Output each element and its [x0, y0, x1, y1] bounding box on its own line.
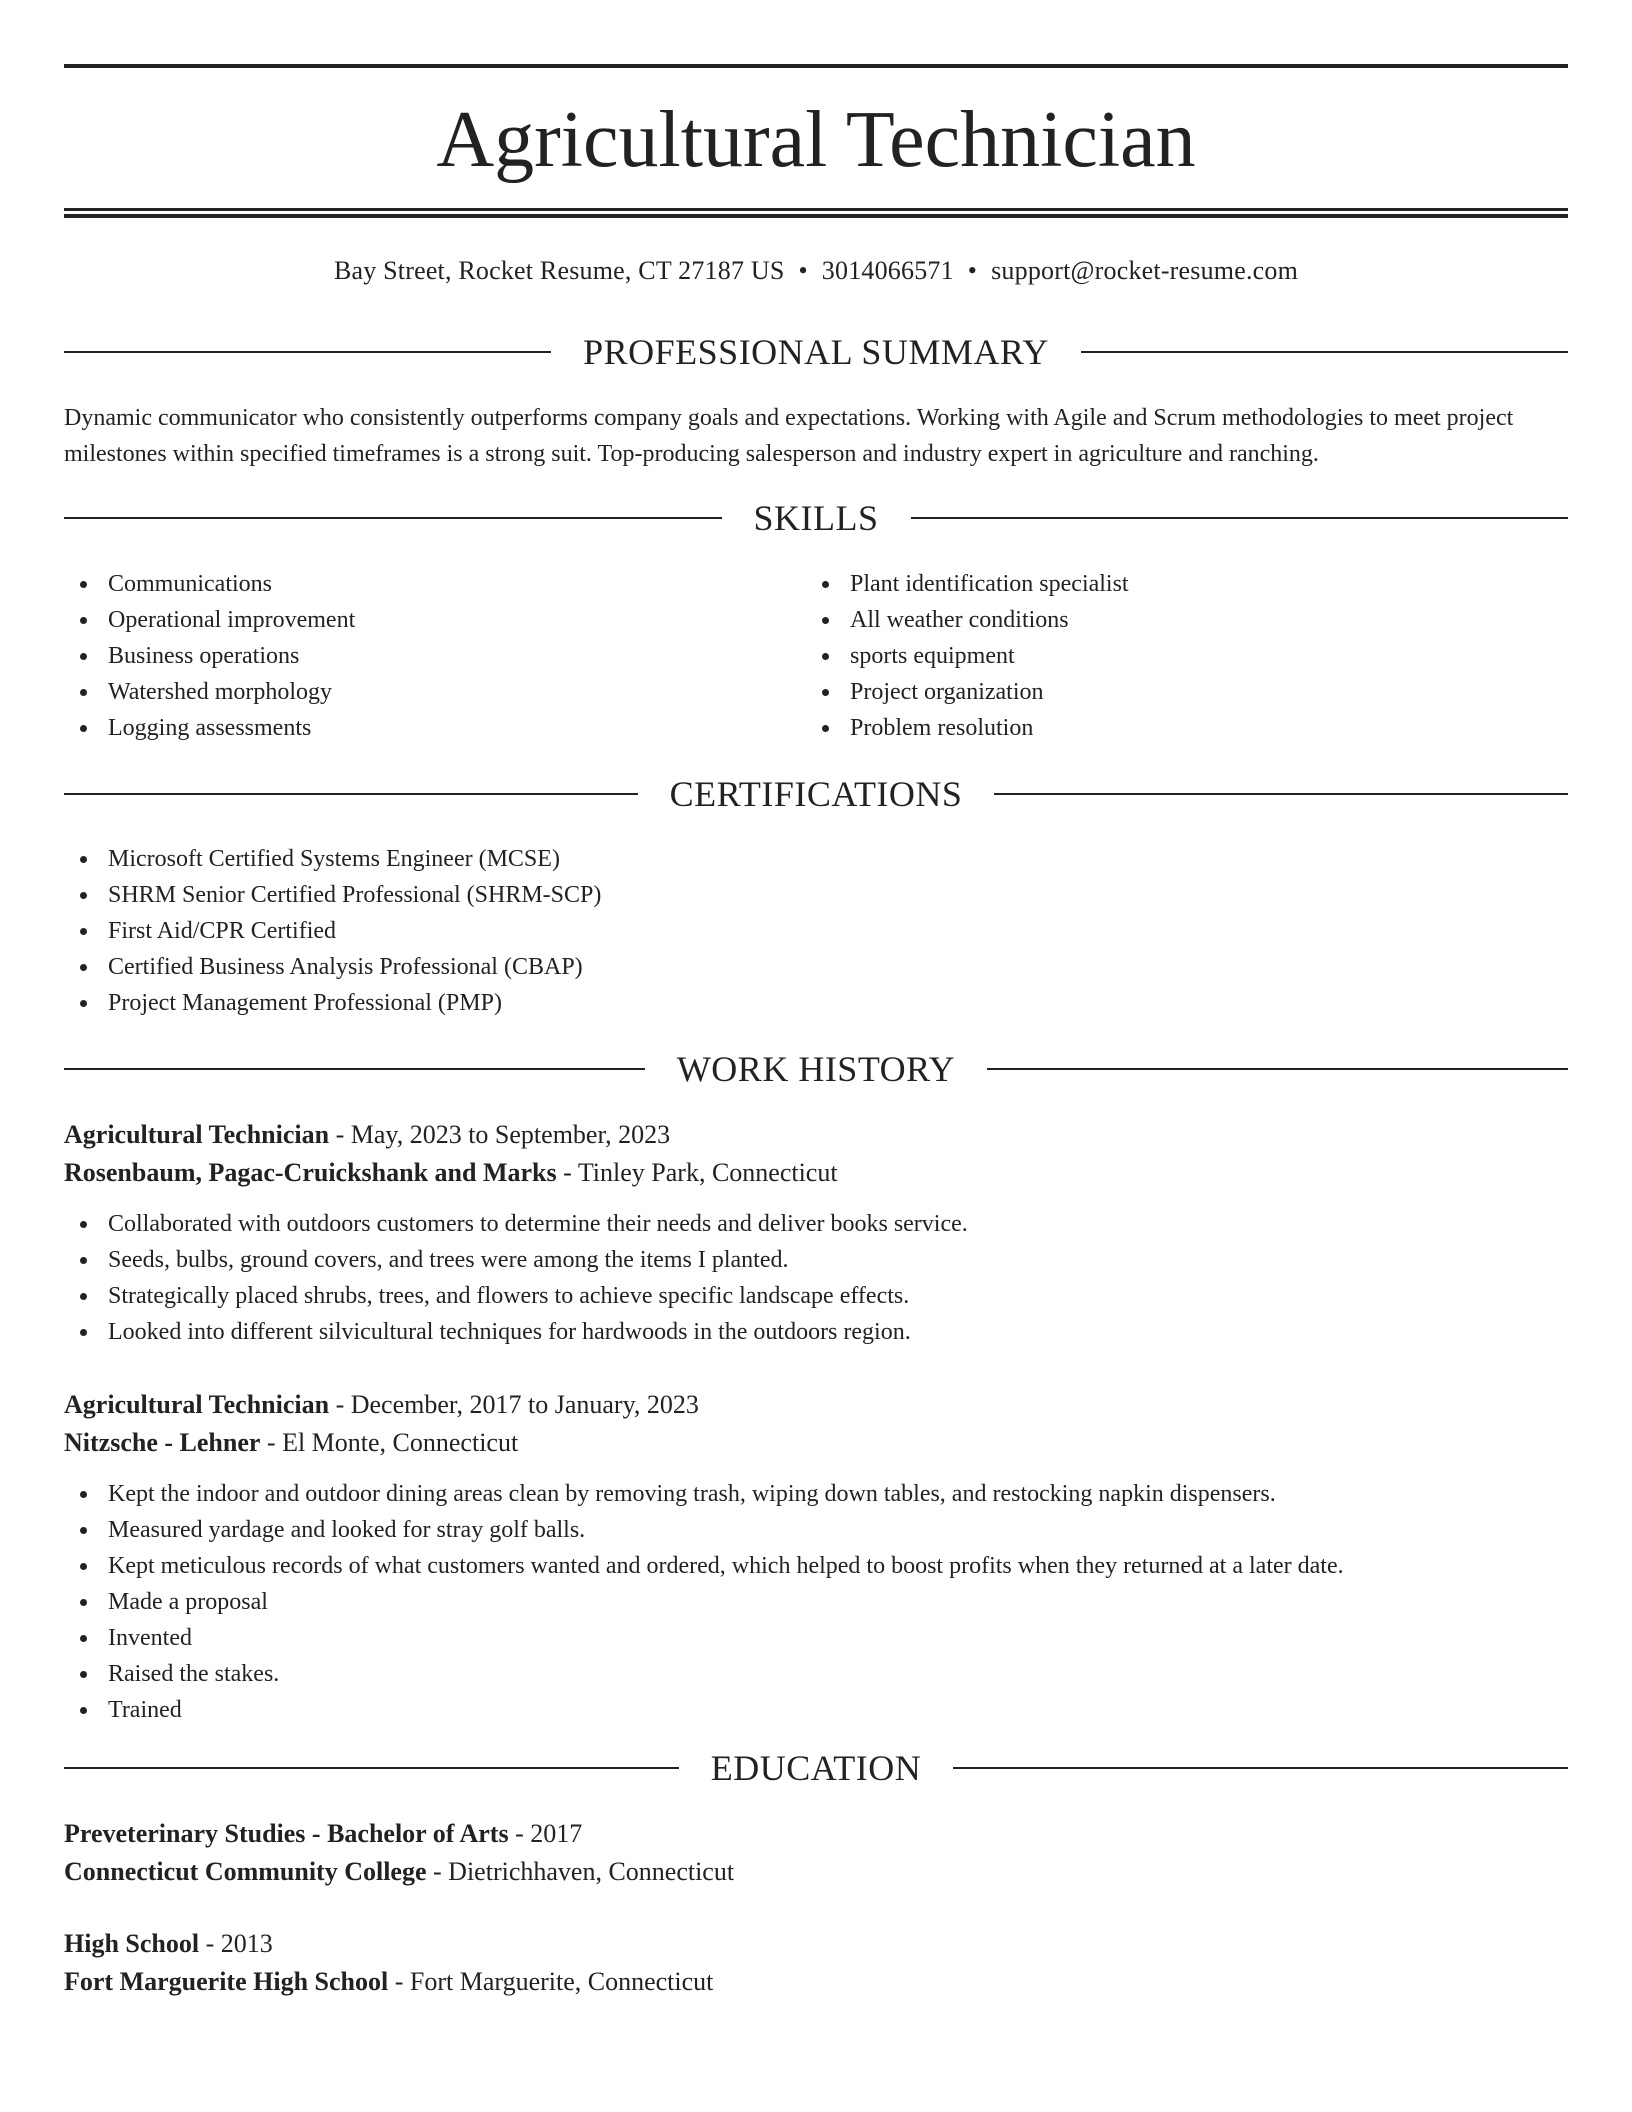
- certification-item: Project Management Professional (PMP): [64, 985, 601, 1021]
- contact-line: [64, 254, 1568, 288]
- job-location: - El Monte, Connecticut: [260, 1428, 519, 1457]
- skill-item: Problem resolution: [806, 710, 1129, 746]
- education-degree-line: [64, 1925, 1568, 1963]
- job-duty: Kept meticulous records of what customers wanted and ordered, which helped to boost profits when they returned at a later date.: [64, 1548, 1568, 1584]
- summary-text: Dynamic communicator who consistently outperforms company goals and expectations. Working with Agile and Scrum methodologies to meet project milestones within specified timeframes is a strong suit. Top-producing salesperson and industry expert in agriculture and ranching.: [64, 405, 1514, 467]
- job-duty: Made a proposal: [64, 1584, 1568, 1620]
- contact-separator: •: [798, 256, 808, 285]
- job-company-line: [64, 1424, 1568, 1462]
- skill-item: All weather conditions: [806, 602, 1129, 638]
- heading-rule: [994, 793, 1568, 795]
- education-degree: High School: [64, 1929, 200, 1958]
- job-entry: [64, 1386, 1568, 1728]
- heading-rule: [64, 1767, 679, 1769]
- section-heading-certifications: [64, 772, 1568, 816]
- section-heading-label: CERTIFICATIONS: [669, 774, 963, 814]
- skills-list-right: [806, 566, 1129, 746]
- job-company: Rosenbaum, Pagac-Cruickshank and Marks: [64, 1158, 557, 1187]
- section-heading-skills: [64, 496, 1568, 540]
- job-entry: [64, 1116, 1568, 1350]
- skills-list-left: [64, 566, 355, 746]
- certification-item: Microsoft Certified Systems Engineer (MCSE): [64, 841, 601, 877]
- education-entry: [64, 1815, 1568, 1891]
- job-duty: Invented: [64, 1620, 1568, 1656]
- job-dates: - May, 2023 to September, 2023: [329, 1120, 671, 1149]
- section-heading-work-history: [64, 1047, 1568, 1091]
- section-heading-education: [64, 1746, 1568, 1790]
- skill-item: Watershed morphology: [64, 674, 355, 710]
- job-duty: Looked into different silvicultural techniques for hardwoods in the outdoors region.: [64, 1314, 1568, 1350]
- job-duty: Strategically placed shrubs, trees, and flowers to achieve specific landscape effects.: [64, 1278, 1568, 1314]
- heading-rule: [911, 517, 1569, 519]
- heading-rule: [64, 793, 638, 795]
- job-company-line: [64, 1154, 1568, 1192]
- education-school-line: [64, 1963, 1568, 2001]
- section-heading-label: PROFESSIONAL SUMMARY: [583, 332, 1049, 372]
- skill-item: Operational improvement: [64, 602, 355, 638]
- skill-item: sports equipment: [806, 638, 1129, 674]
- education-location: - Dietrichhaven, Connecticut: [426, 1857, 735, 1886]
- top-rule: [64, 64, 1568, 68]
- title-double-rule: [64, 208, 1568, 218]
- job-duties-list: [64, 1476, 1568, 1728]
- skill-item: Communications: [64, 566, 355, 602]
- certification-item: SHRM Senior Certified Professional (SHRM-SCP): [64, 877, 601, 913]
- job-duty: Kept the indoor and outdoor dining areas clean by removing trash, wiping down tables, and restocking napkin dispensers.: [64, 1476, 1568, 1512]
- heading-rule: [987, 1068, 1568, 1070]
- education-year: - 2013: [199, 1929, 273, 1958]
- education-degree-line: [64, 1815, 1568, 1853]
- job-title-line: [64, 1386, 1568, 1424]
- section-heading-label: SKILLS: [753, 498, 879, 538]
- job-title: Agricultural Technician: [64, 1390, 330, 1419]
- skill-item: Plant identification specialist: [806, 566, 1129, 602]
- education-school: Connecticut Community College: [64, 1857, 427, 1886]
- job-duty: Collaborated with outdoors customers to determine their needs and deliver books service.: [64, 1206, 1568, 1242]
- certifications-list: [64, 841, 601, 1021]
- heading-rule: [64, 1068, 645, 1070]
- heading-rule: [64, 517, 722, 519]
- education-location: - Fort Marguerite, Connecticut: [388, 1967, 714, 1996]
- contact-phone: 3014066571: [821, 256, 954, 285]
- job-duty: Measured yardage and looked for stray golf balls.: [64, 1512, 1568, 1548]
- education-school: Fort Marguerite High School: [64, 1967, 389, 1996]
- contact-separator: •: [967, 256, 978, 285]
- contact-email: support@rocket-resume.com: [991, 256, 1299, 285]
- heading-rule: [1081, 351, 1568, 353]
- job-dates: - December, 2017 to January, 2023: [329, 1390, 699, 1419]
- heading-rule: [64, 351, 551, 353]
- heading-rule: [953, 1767, 1568, 1769]
- job-title-line: [64, 1116, 1568, 1154]
- job-company: Nitzsche - Lehner: [64, 1428, 261, 1457]
- job-location: - Tinley Park, Connecticut: [556, 1158, 838, 1187]
- section-heading-summary: [64, 330, 1568, 374]
- skill-item: Business operations: [64, 638, 355, 674]
- section-heading-label: WORK HISTORY: [676, 1049, 956, 1089]
- certification-item: Certified Business Analysis Professional (CBAP): [64, 949, 601, 985]
- job-duty: Trained: [64, 1692, 1568, 1728]
- education-year: - 2017: [508, 1819, 583, 1848]
- section-heading-label: EDUCATION: [710, 1748, 922, 1788]
- education-degree: Preveterinary Studies - Bachelor of Arts: [64, 1819, 509, 1848]
- resume-title: Agricultural Technician: [436, 96, 1196, 184]
- job-title: Agricultural Technician: [64, 1120, 330, 1149]
- job-duty: Seeds, bulbs, ground covers, and trees were among the items I planted.: [64, 1242, 1568, 1278]
- job-duties-list: [64, 1206, 1568, 1350]
- skill-item: Project organization: [806, 674, 1129, 710]
- skill-item: Logging assessments: [64, 710, 355, 746]
- job-duty: Raised the stakes.: [64, 1656, 1568, 1692]
- contact-address: Bay Street, Rocket Resume, CT 27187 US: [333, 256, 785, 285]
- education-entry: [64, 1925, 1568, 2001]
- education-school-line: [64, 1853, 1568, 1891]
- certification-item: First Aid/CPR Certified: [64, 913, 601, 949]
